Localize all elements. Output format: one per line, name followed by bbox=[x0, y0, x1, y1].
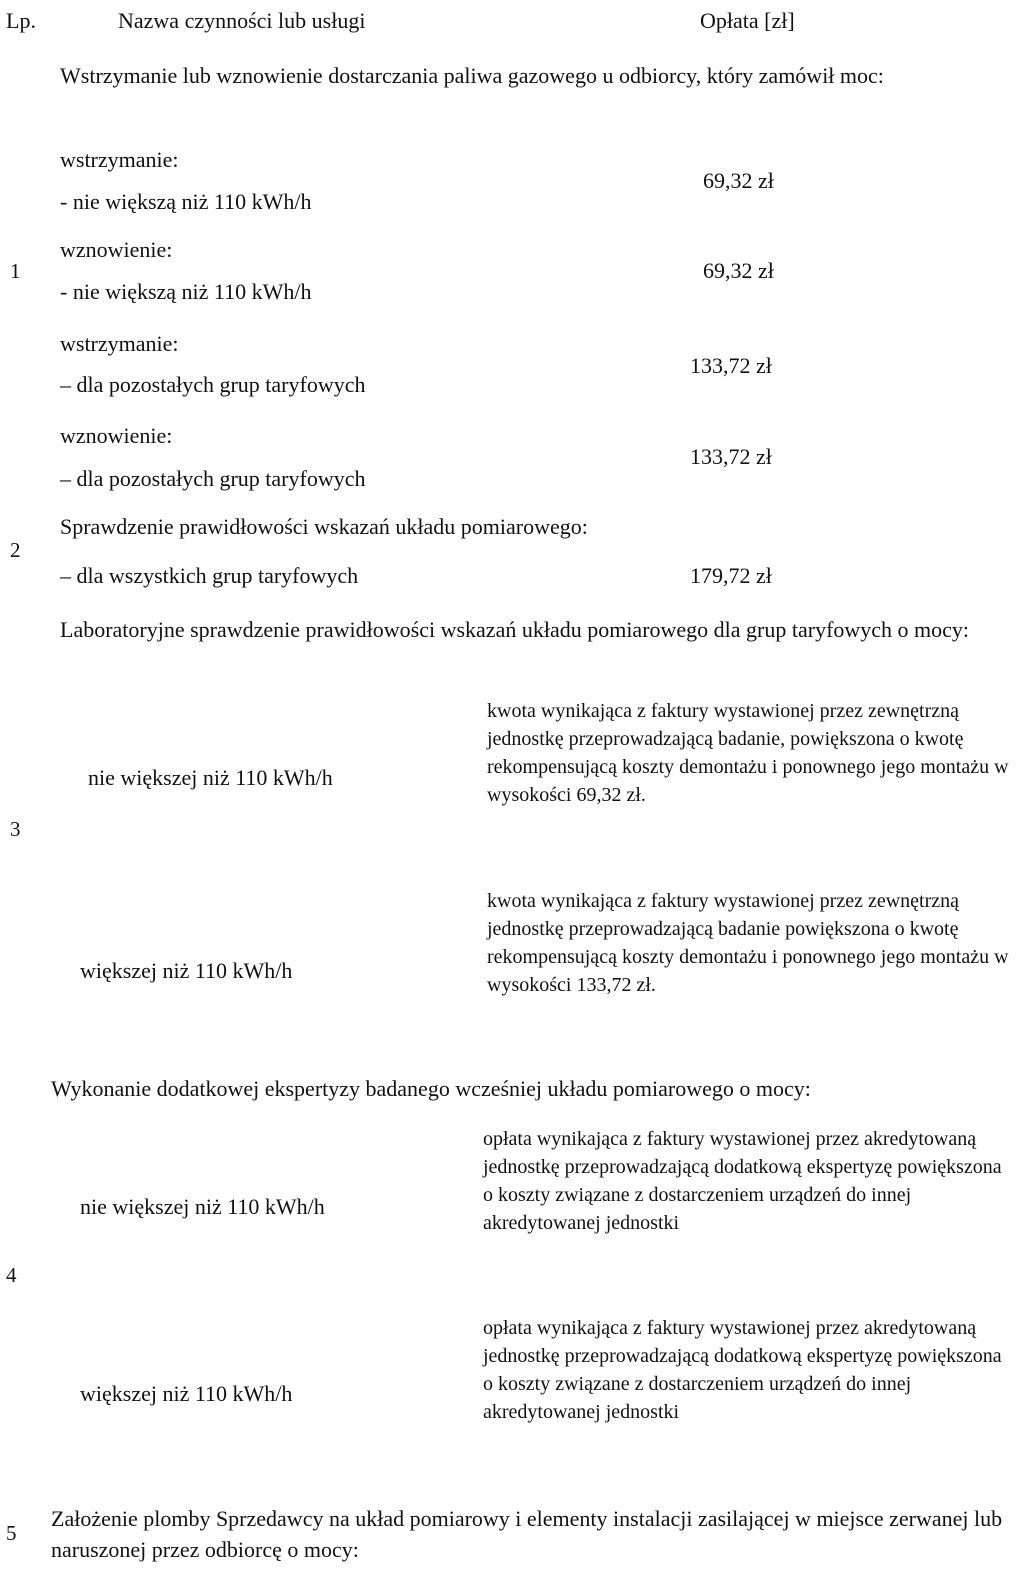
row-4-item-2-fee: opłata wynikająca z faktury wystawionej przez akredytowaną jednostkę przeprowadzającą dodatkową ekspertyzę powiększona o koszty związane z dostarczeniem urządzeń do innej akredytowanej jednostki bbox=[483, 1317, 1002, 1423]
row-1-item-2-label: wznowienie: bbox=[60, 237, 173, 262]
row-3-lp: 3 bbox=[10, 817, 21, 841]
row-1-item-3-label: wstrzymanie: bbox=[60, 331, 179, 356]
row-2-title: Sprawdzenie prawidłowości wskazań układu pomiarowego: bbox=[60, 514, 588, 539]
row-1-item-1-desc: - nie większą niż 110 kWh/h bbox=[60, 189, 312, 214]
row-3-item-2-label: większej niż 110 kWh/h bbox=[80, 958, 293, 983]
row-1-item-2-fee: 69,32 zł bbox=[703, 258, 774, 283]
row-5-lp: 5 bbox=[6, 1521, 17, 1545]
row-1-item-4-desc: – dla pozostałych grup taryfowych bbox=[60, 466, 366, 491]
row-1-title: Wstrzymanie lub wznowienie dostarczania paliwa gazowego u odbiorcy, który zamówił moc: bbox=[60, 63, 884, 88]
row-4-title: Wykonanie dodatkowej ekspertyzy badanego wcześniej układu pomiarowego o mocy: bbox=[51, 1076, 811, 1101]
row-1-item-1-label: wstrzymanie: bbox=[60, 147, 179, 172]
row-3-item-2-fee: kwota wynikająca z faktury wystawionej przez zewnętrzną jednostkę przeprowadzającą badanie powiększona o kwotę rekompensującą koszty demontażu i ponownego jego montażu w wysokości 133,72 zł. bbox=[487, 890, 1009, 996]
row-1-item-4-fee: 133,72 zł bbox=[690, 444, 772, 469]
row-4-lp: 4 bbox=[6, 1263, 17, 1287]
row-5-title: Założenie plomby Sprzedawcy na układ pomiarowy i elementy instalacji zasilającej w miejsce zerwanej lub naruszonej przez odbiorcę o mocy: bbox=[51, 1506, 1003, 1562]
row-2-item-1-fee: 179,72 zł bbox=[690, 563, 772, 588]
row-1-item-1-fee: 69,32 zł bbox=[703, 168, 774, 193]
row-3-item-1-label: nie większej niż 110 kWh/h bbox=[88, 765, 333, 790]
row-4-item-1-fee: opłata wynikająca z faktury wystawionej przez akredytowaną jednostkę przeprowadzającą dodatkową ekspertyzę powiększona o koszty związane z dostarczeniem urządzeń do innej akredytowanej jednostki bbox=[483, 1128, 1002, 1234]
row-1-item-3-fee: 133,72 zł bbox=[690, 353, 772, 378]
row-3-item-1-fee: kwota wynikająca z faktury wystawionej przez zewnętrzną jednostkę przeprowadzającą badanie, powiększona o kwotę rekompensującą koszty demontażu i ponownego jego montażu w wysokości 69,32 zł. bbox=[487, 700, 1009, 806]
row-1-lp: 1 bbox=[10, 259, 21, 283]
header-service-name: Nazwa czynności lub usługi bbox=[118, 8, 366, 33]
row-1-item-2-desc: - nie większą niż 110 kWh/h bbox=[60, 279, 312, 304]
row-4-item-1-label: nie większej niż 110 kWh/h bbox=[80, 1194, 325, 1219]
header-lp: Lp. bbox=[6, 8, 36, 33]
row-1-item-4-label: wznowienie: bbox=[60, 423, 173, 448]
row-3-title: Laboratoryjne sprawdzenie prawidłowości wskazań układu pomiarowego dla grup taryfowych o mocy: bbox=[60, 617, 970, 642]
row-4-item-2-label: większej niż 110 kWh/h bbox=[80, 1381, 293, 1406]
row-2-lp: 2 bbox=[10, 538, 21, 562]
row-1-item-3-desc: – dla pozostałych grup taryfowych bbox=[60, 372, 366, 397]
row-2-item-1-desc: – dla wszystkich grup taryfowych bbox=[60, 563, 359, 588]
header-fee: Opłata [zł] bbox=[700, 8, 795, 33]
